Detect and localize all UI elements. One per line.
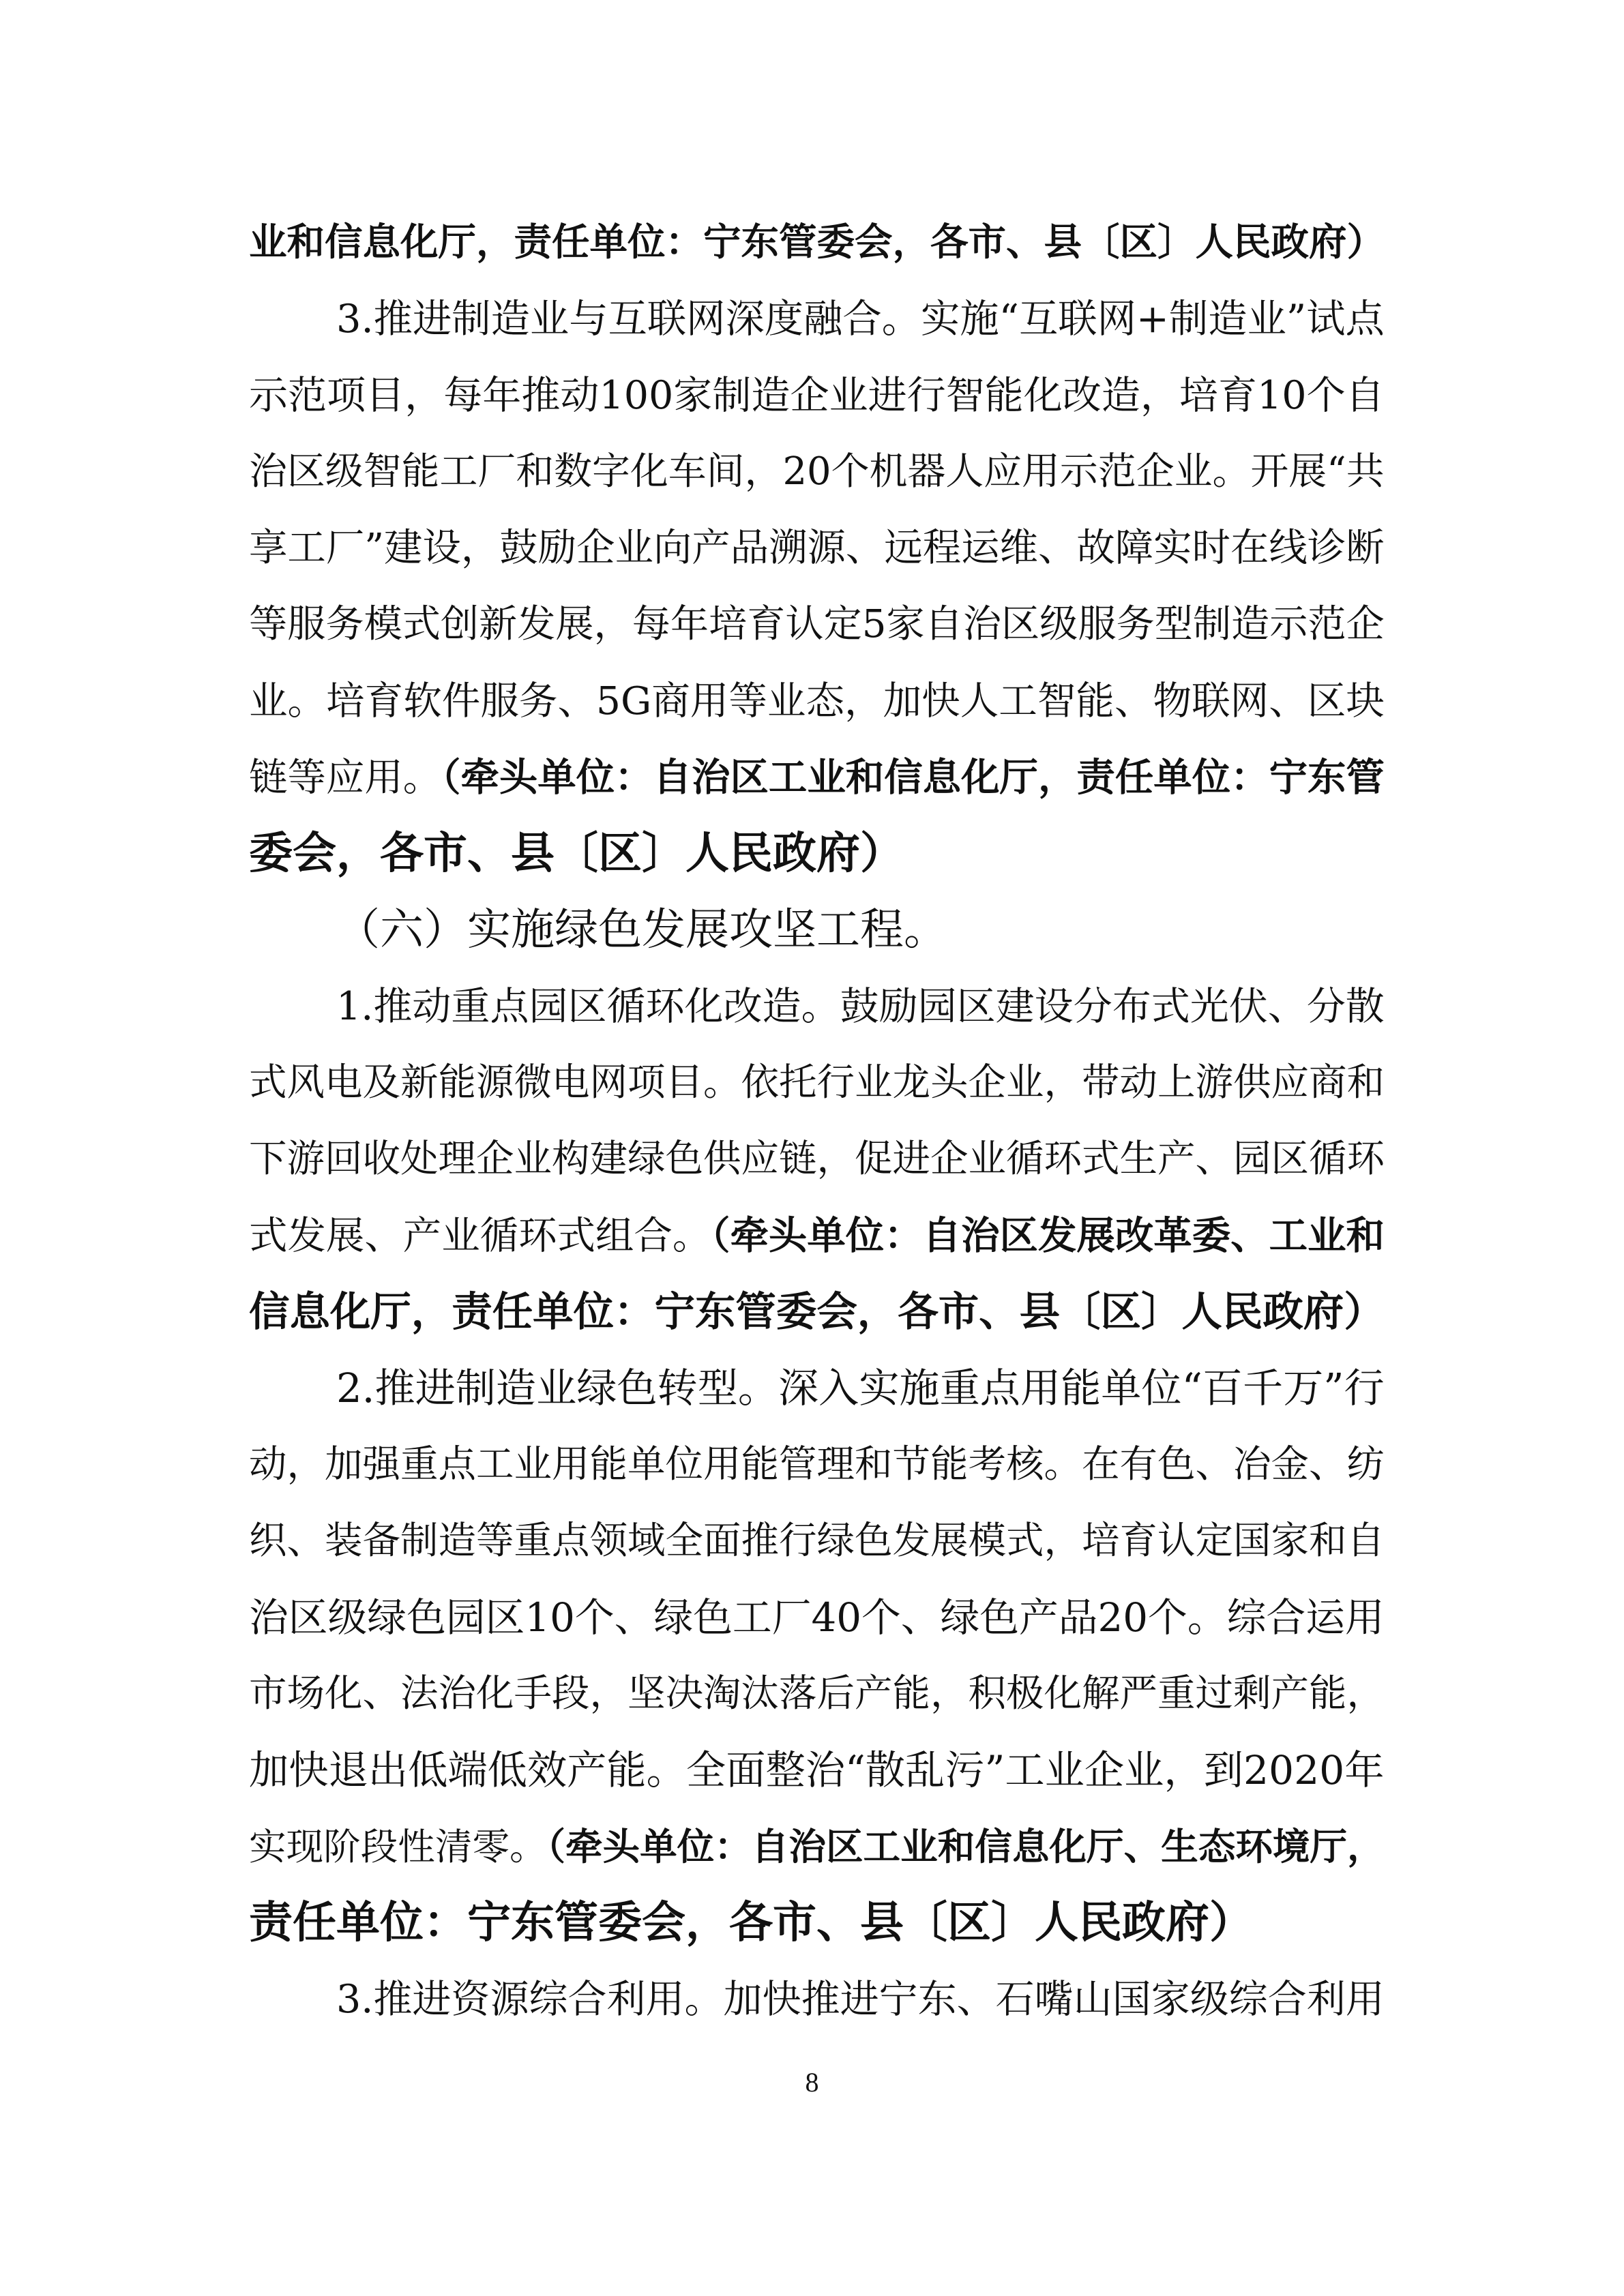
text-run: 加快退出低端低效产能。全面整治“散乱污”工业企业，到2020年: [249, 1747, 1385, 1793]
text-line: [249, 1579, 1385, 1656]
text-run-bold: （牵头单位：自治区工业和信息化厅、生态环境厅，: [546, 1825, 1385, 1868]
paragraph-item-3-resource-utilization: [249, 1961, 1385, 2038]
text-line: [249, 1808, 1385, 1885]
text-run-bold: （牵头单位：自治区工业和信息化厅，责任单位：宁东管: [441, 755, 1385, 800]
text-line: [249, 1197, 1385, 1274]
text-run: 治区级绿色园区10个、绿色工厂40个、绿色产品20个。综合运用: [249, 1594, 1385, 1641]
text-line: [249, 1427, 1385, 1503]
text-line: [249, 663, 1385, 739]
text-line: [249, 1732, 1385, 1808]
text-line: [249, 1274, 1385, 1350]
text-run: （六）实施绿色发展攻坚工程。: [336, 905, 947, 955]
text-line: [249, 434, 1385, 510]
text-run: 下游回收处理企业构建绿色供应链，促进企业循环式生产、园区循环: [249, 1137, 1385, 1181]
text-run-bold: 信息化厅，责任单位：宁东管委会，各市、县〔区〕人民政府）: [249, 1288, 1385, 1336]
text-line: [249, 1503, 1385, 1579]
text-line: [249, 892, 1385, 968]
page-number: 8: [805, 2067, 819, 2098]
text-line: [249, 1885, 1385, 1961]
text-line: [249, 281, 1385, 357]
text-line: [249, 1656, 1385, 1732]
text-run: 治区级智能工厂和数字化车间，20个机器人应用示范企业。开展“共: [249, 449, 1385, 494]
text-run: 织、装备制造等重点领域全面推行绿色发展模式，培育认定国家和自: [249, 1519, 1385, 1563]
paragraph-item-2-green-transformation: [249, 1350, 1385, 1961]
text-line: [249, 1961, 1385, 2038]
text-run: 3.推进制造业与互联网深度融合。实施“互联网+制造业”试点: [336, 296, 1385, 342]
text-run: 等服务模式创新发展，每年培育认定5家自治区级服务型制造示范企: [249, 602, 1385, 646]
text-run: 业。培育软件服务、5G商用等业态，加快人工智能、物联网、区块: [249, 679, 1385, 724]
text-line: [249, 510, 1385, 586]
text-run-bold: （牵头单位：自治区发展改革委、工业和: [711, 1213, 1385, 1258]
paragraph-item-1-park-recycling: [249, 968, 1385, 1350]
text-run: 链等应用。: [249, 756, 442, 800]
text-line: [249, 586, 1385, 663]
text-line: [249, 1121, 1385, 1197]
document-body: [249, 205, 1385, 2038]
text-line: [249, 205, 1385, 281]
text-run: 1.推动重点园区循环化改造。鼓励园区建设分布式光伏、分散: [336, 984, 1385, 1029]
paragraph-continuation: [249, 205, 1385, 281]
text-run: 享工厂”建设，鼓励企业向产品溯源、远程运维、故障实时在线诊断: [249, 526, 1385, 570]
text-line: [249, 357, 1385, 434]
text-run: 市场化、法治化手段，坚决淘汰落后产能，积极化解严重过剩产能，: [249, 1671, 1385, 1716]
text-run: 式发展、产业循环式组合。: [249, 1214, 711, 1258]
text-run-bold: 责任单位：宁东管委会，各市、县〔区〕人民政府）: [249, 1897, 1253, 1948]
text-run: 动，加强重点工业用能单位用能管理和节能考核。在有色、冶金、纺: [249, 1442, 1385, 1487]
text-line: [249, 1350, 1385, 1427]
text-line: [249, 816, 1385, 892]
text-line: [249, 968, 1385, 1045]
text-run: 2.推进制造业绿色转型。深入实施重点用能单位“百千万”行: [336, 1365, 1385, 1412]
text-run: 实现阶段性清零。: [249, 1825, 547, 1868]
text-line: [249, 739, 1385, 816]
text-line: [249, 1045, 1385, 1121]
text-run-bold: 业和信息化厅，责任单位：宁东管委会，各市、县〔区〕人民政府）: [249, 220, 1385, 265]
paragraph-item-3-internet-manufacturing: [249, 281, 1385, 892]
text-run: 式风电及新能源微电网项目。依托行业龙头企业，带动上游供应商和: [249, 1060, 1385, 1105]
text-run: 3.推进资源综合利用。加快推进宁东、石嘴山国家级综合利用: [336, 1977, 1385, 2022]
text-run: 示范项目，每年推动100家制造企业进行智能化改造，培育10个自: [249, 373, 1385, 418]
section-heading-6: [249, 892, 1385, 968]
text-run-bold: 委会，各市、县〔区〕人民政府）: [249, 828, 904, 879]
